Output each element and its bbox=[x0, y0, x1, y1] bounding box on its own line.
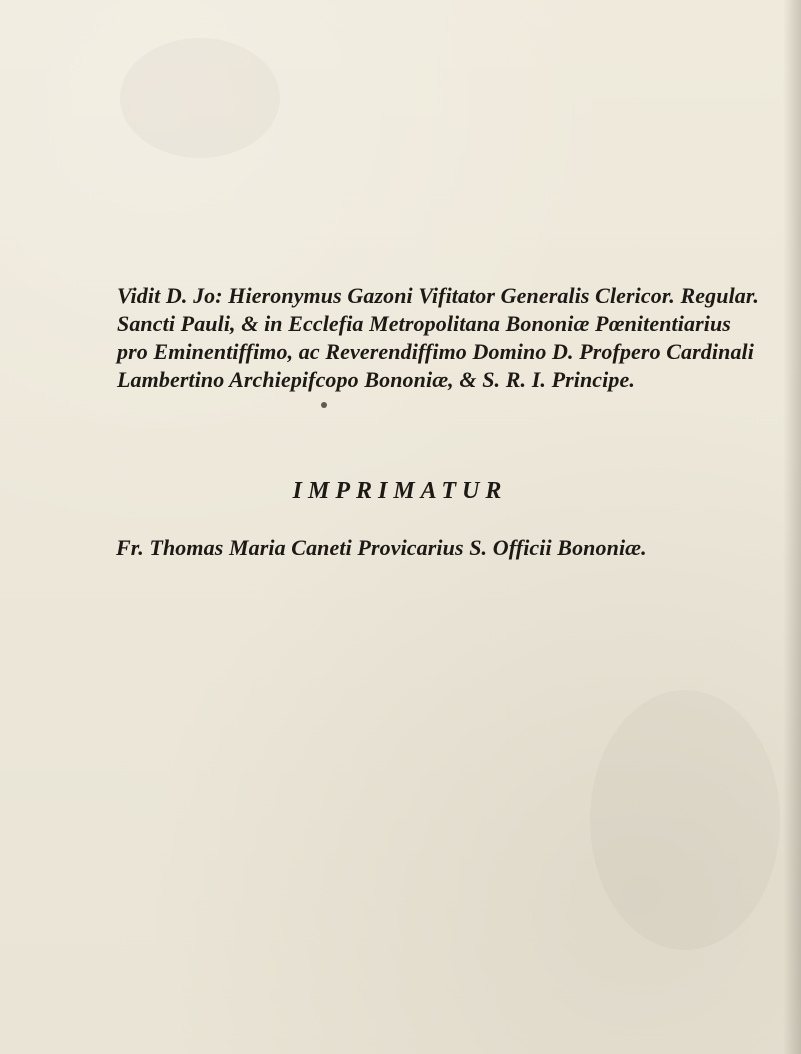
approval-line: Vidit D. Jo: Hieronymus Gazoni Vifitator Generalis Clericor. Regular. bbox=[117, 283, 759, 308]
approval-paragraph bbox=[117, 282, 777, 394]
page-edge-shadow bbox=[783, 0, 801, 1054]
approval-section bbox=[117, 282, 787, 394]
paper-stain bbox=[590, 690, 780, 950]
ornament-dot bbox=[321, 402, 327, 408]
imprimatur-heading: IMPRIMATUR bbox=[292, 478, 508, 504]
approval-line: Lambertino Archiepifcopo Bononiæ, & S. R. I. Principe. bbox=[117, 367, 635, 392]
approval-line: pro Eminentiffimo, ac Reverendiffimo Domino D. Profpero Cardinali bbox=[117, 339, 754, 364]
paper-stain bbox=[120, 38, 280, 158]
signature-line: Fr. Thomas Maria Caneti Provicarius S. Officii Bononiæ. bbox=[116, 535, 647, 560]
approval-line: Sancti Pauli, & in Ecclefia Metropolitana Bononiæ Pœnitentiarius bbox=[117, 311, 731, 336]
